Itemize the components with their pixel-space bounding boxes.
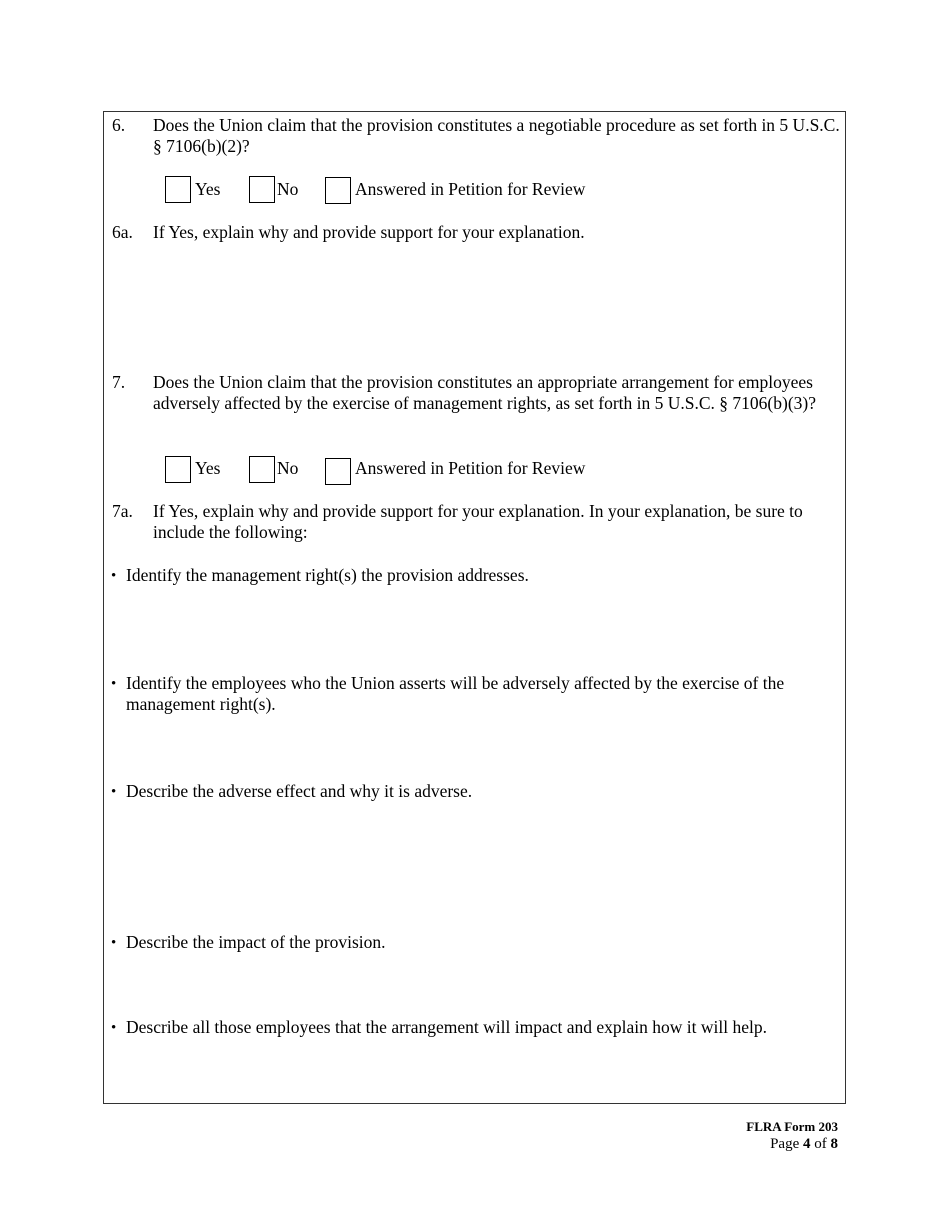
q6-answered-in-petition-checkbox[interactable] xyxy=(325,177,351,204)
form-section-border xyxy=(103,111,846,1104)
bullet-affected-employees: Identify the employees who the Union asserts will be adversely affected by the exercise of the management right(s). xyxy=(126,673,785,714)
question-6a-number: 6a. xyxy=(112,222,133,242)
question-6-number: 6. xyxy=(112,115,126,135)
q6-no-label: No xyxy=(277,179,299,199)
question-6a-text: If Yes, explain why and provide support for your explanation. xyxy=(153,222,585,242)
page-current: 4 xyxy=(803,1136,811,1152)
bullet-adverse-effect: Describe the adverse effect and why it is adverse. xyxy=(126,781,473,801)
q6-answered-in-petition-label: Answered in Petition for Review xyxy=(355,179,586,199)
page-total: 8 xyxy=(830,1136,838,1152)
of-word: of xyxy=(814,1136,827,1152)
q7-yes-checkbox[interactable] xyxy=(165,456,191,483)
page-word: Page xyxy=(770,1136,800,1152)
form-name: FLRA Form 203 xyxy=(746,1119,838,1134)
bullet-management-rights: Identify the management right(s) the provision addresses. xyxy=(126,565,529,585)
bullet-marker: • xyxy=(111,935,117,951)
page-number xyxy=(746,1135,838,1153)
bullet-arrangement-employees: Describe all those employees that the arrangement will impact and explain how it will help. xyxy=(126,1017,767,1037)
question-7a-text: If Yes, explain why and provide support for your explanation. In your explanation, be sure to include the following: xyxy=(153,501,803,542)
question-7-text: Does the Union claim that the provision constitutes an appropriate arrangement for employees adversely affected by the exercise of management rights, as set forth in 5 U.S.C. § 7106(b)(3)? xyxy=(153,372,817,413)
q7-no-label: No xyxy=(277,458,299,478)
q6-no-checkbox[interactable] xyxy=(249,176,275,203)
q7-yes-label: Yes xyxy=(195,458,221,478)
question-6-text: Does the Union claim that the provision constitutes a negotiable procedure as set forth in 5 U.S.C. § 7106(b)(2)? xyxy=(153,115,840,156)
bullet-provision-impact: Describe the impact of the provision. xyxy=(126,932,386,952)
bullet-marker: • xyxy=(111,784,117,800)
question-7-number: 7. xyxy=(112,372,126,392)
bullet-marker: • xyxy=(111,1020,117,1036)
bullet-marker: • xyxy=(111,568,117,584)
q6-yes-checkbox[interactable] xyxy=(165,176,191,203)
q6-yes-label: Yes xyxy=(195,179,221,199)
question-7a-number: 7a. xyxy=(112,501,133,521)
page-footer xyxy=(746,1119,838,1153)
q7-answered-in-petition-checkbox[interactable] xyxy=(325,458,351,485)
q7-no-checkbox[interactable] xyxy=(249,456,275,483)
q7-answered-in-petition-label: Answered in Petition for Review xyxy=(355,458,586,478)
bullet-marker: • xyxy=(111,676,117,692)
